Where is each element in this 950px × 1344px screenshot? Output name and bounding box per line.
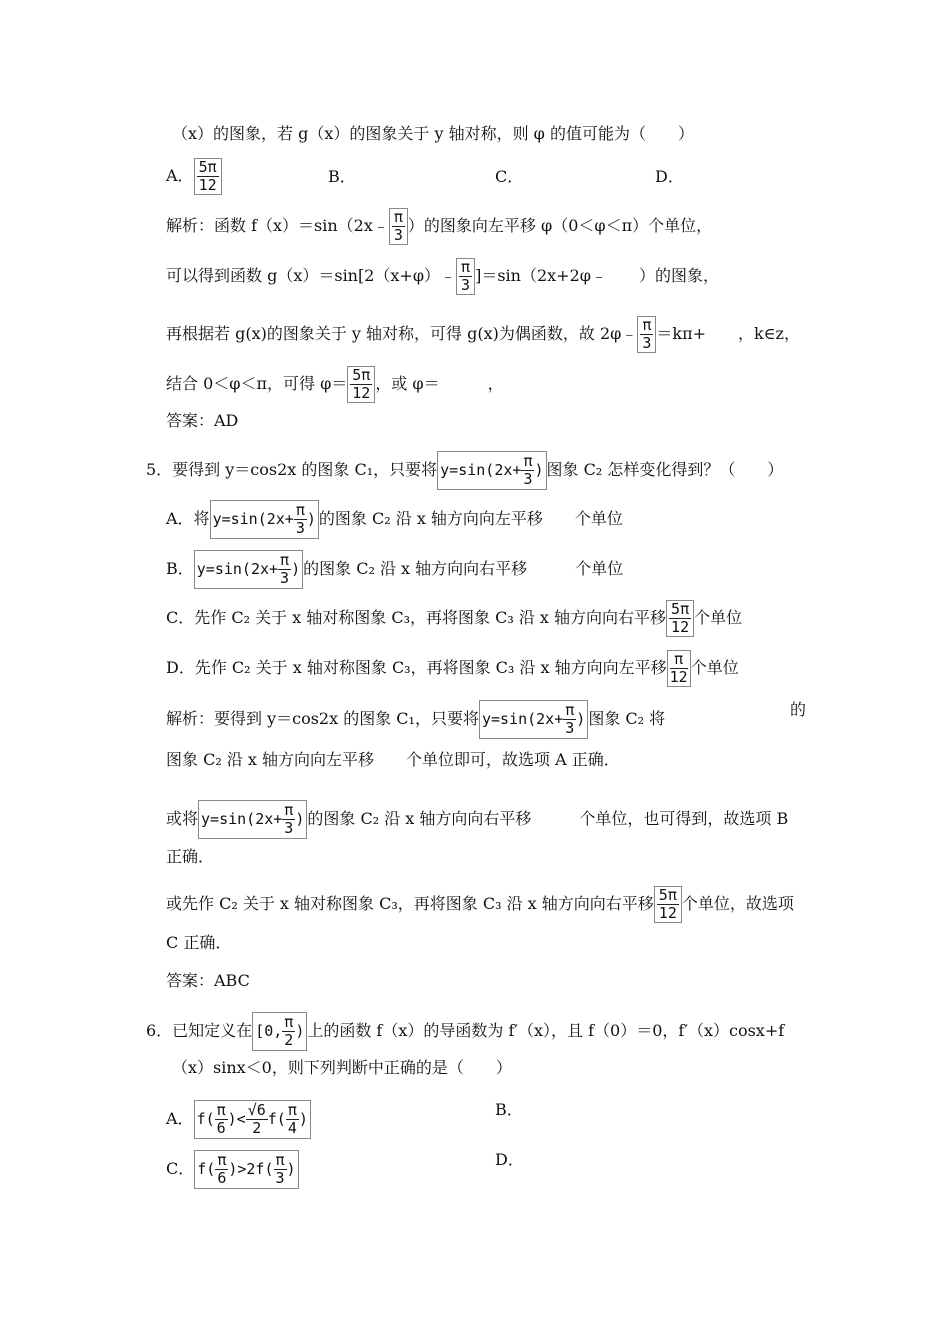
q6-stem: 6．已知定义在 [0, $\frac{\pi}{2}$ ) 上的函数 f（x）的导函数为 f′（x），且 f（0）＝0，f′（x）cosx+f <box>146 1013 785 1049</box>
q5-stem: 5．要得到 y＝cos2x 的图象 C₁，只要将 y=sin(2x+ $\frac{\pi}{3}$ ) 图象 C₂ 怎样变化得到？（ ） <box>146 452 784 488</box>
q6-option-c[interactable]: C． f( $\frac{\pi}{6}$ )>2f( $\frac{\pi}{3}$ ) <box>166 1150 299 1189</box>
q5-option-a[interactable]: A．将 y=sin(2x+ $\frac{\pi}{3}$ ) 的图象 C₂ 沿 x 轴方向向左平移 个单位 <box>166 501 623 537</box>
q4-option-b[interactable]: B． <box>328 167 356 186</box>
q6-option-a[interactable]: A． f( $\frac{\pi}{6}$ )< $\frac{√6}{2}$ f( $\frac{\pi}{4}$ ) <box>166 1100 311 1139</box>
q5-answer: 答案：ABC <box>166 971 250 990</box>
q5-solution-line-5: 或先作 C₂ 关于 x 轴对称图象 C₃，再将图象 C₃ 沿 x 轴方向向右平移 $\frac{5\pi}{12}$ 个单位，故选项 <box>166 886 794 922</box>
q5-solution-line-3: 或将 y=sin(2x+ $\frac{\pi}{3}$ ) 的图象 C₂ 沿 x 轴方向向右平移 个单位，也可得到，故选项 B <box>166 801 789 837</box>
q4-option-d[interactable]: D． <box>655 167 684 186</box>
q6-stem-line-2: （x）sinx＜0，则下列判断中正确的是（ ） <box>172 1058 512 1077</box>
q4-option-a[interactable]: A． $\frac{5\pi}{12}$ <box>166 158 222 195</box>
q6-option-d[interactable]: D． <box>495 1150 524 1169</box>
q5-option-b[interactable]: B． y=sin(2x+ $\frac{\pi}{3}$ ) 的图象 C₂ 沿 x 轴方向向右平移 个单位 <box>166 551 624 587</box>
q5-solution-line-6: C 正确． <box>166 933 232 952</box>
q4-solution-line-2: 可以得到函数 g（x）＝sin[2（x+φ）﹣ $\frac{\pi}{3}$ ]＝sin（2x+2φ﹣ ）的图象， <box>166 258 719 294</box>
q4-solution-line-4: 结合 0＜φ＜π，可得 φ＝ $\frac{5\pi}{12}$ ，或 φ＝ ， <box>166 366 504 402</box>
q5-solution-line-4: 正确． <box>166 847 215 866</box>
q5-option-d[interactable]: D．先作 C₂ 关于 x 轴对称图象 C₃，再将图象 C₃ 沿 x 轴方向向左平移 $\frac{\pi}{12}$ 个单位 <box>166 650 739 686</box>
q5-solution-line-2: 图象 C₂ 沿 x 轴方向向左平移 个单位即可，故选项 A 正确． <box>166 750 620 769</box>
q4-solution-line-1: 解析：函数 f（x）＝sin（2x﹣ $\frac{\pi}{3}$ ）的图象向左平移 φ（0＜φ＜π）个单位， <box>166 208 713 244</box>
q6-interval-box: [0, $\frac{\pi}{2}$ ) <box>252 1012 307 1051</box>
q4-option-c[interactable]: C． <box>495 167 524 186</box>
q4-solution-line-3: 再根据若 g(x)的图象关于 y 轴对称，可得 g(x)为偶函数，故 2φ﹣ $\frac{\pi}{3}$ ＝kπ+ ，k∈z， <box>166 316 800 352</box>
fraction-5pi-12: $\frac{5\pi}{12}$ <box>194 158 222 195</box>
q4-answer: 答案：AD <box>166 411 239 430</box>
q5-option-c[interactable]: C．先作 C₂ 关于 x 轴对称图象 C₃，再将图象 C₃ 沿 x 轴方向向右平移 $\frac{5\pi}{12}$ 个单位 <box>166 600 743 636</box>
q4-stem-continuation: （x）的图象，若 g（x）的图象关于 y 轴对称，则 φ 的值可能为（ ） <box>172 124 694 143</box>
q5-solution-line-1-tail: 的 <box>790 700 807 719</box>
q5-solution-line-1: 解析：要得到 y＝cos2x 的图象 C₁，只要将 y=sin(2x+ $\frac{\pi}{3}$ ) 图象 C₂ 将 <box>166 701 666 737</box>
q5-function-box: y=sin(2x+ $\frac{\pi}{3}$ ) <box>437 451 546 490</box>
q6-option-b[interactable]: B． <box>495 1100 523 1119</box>
